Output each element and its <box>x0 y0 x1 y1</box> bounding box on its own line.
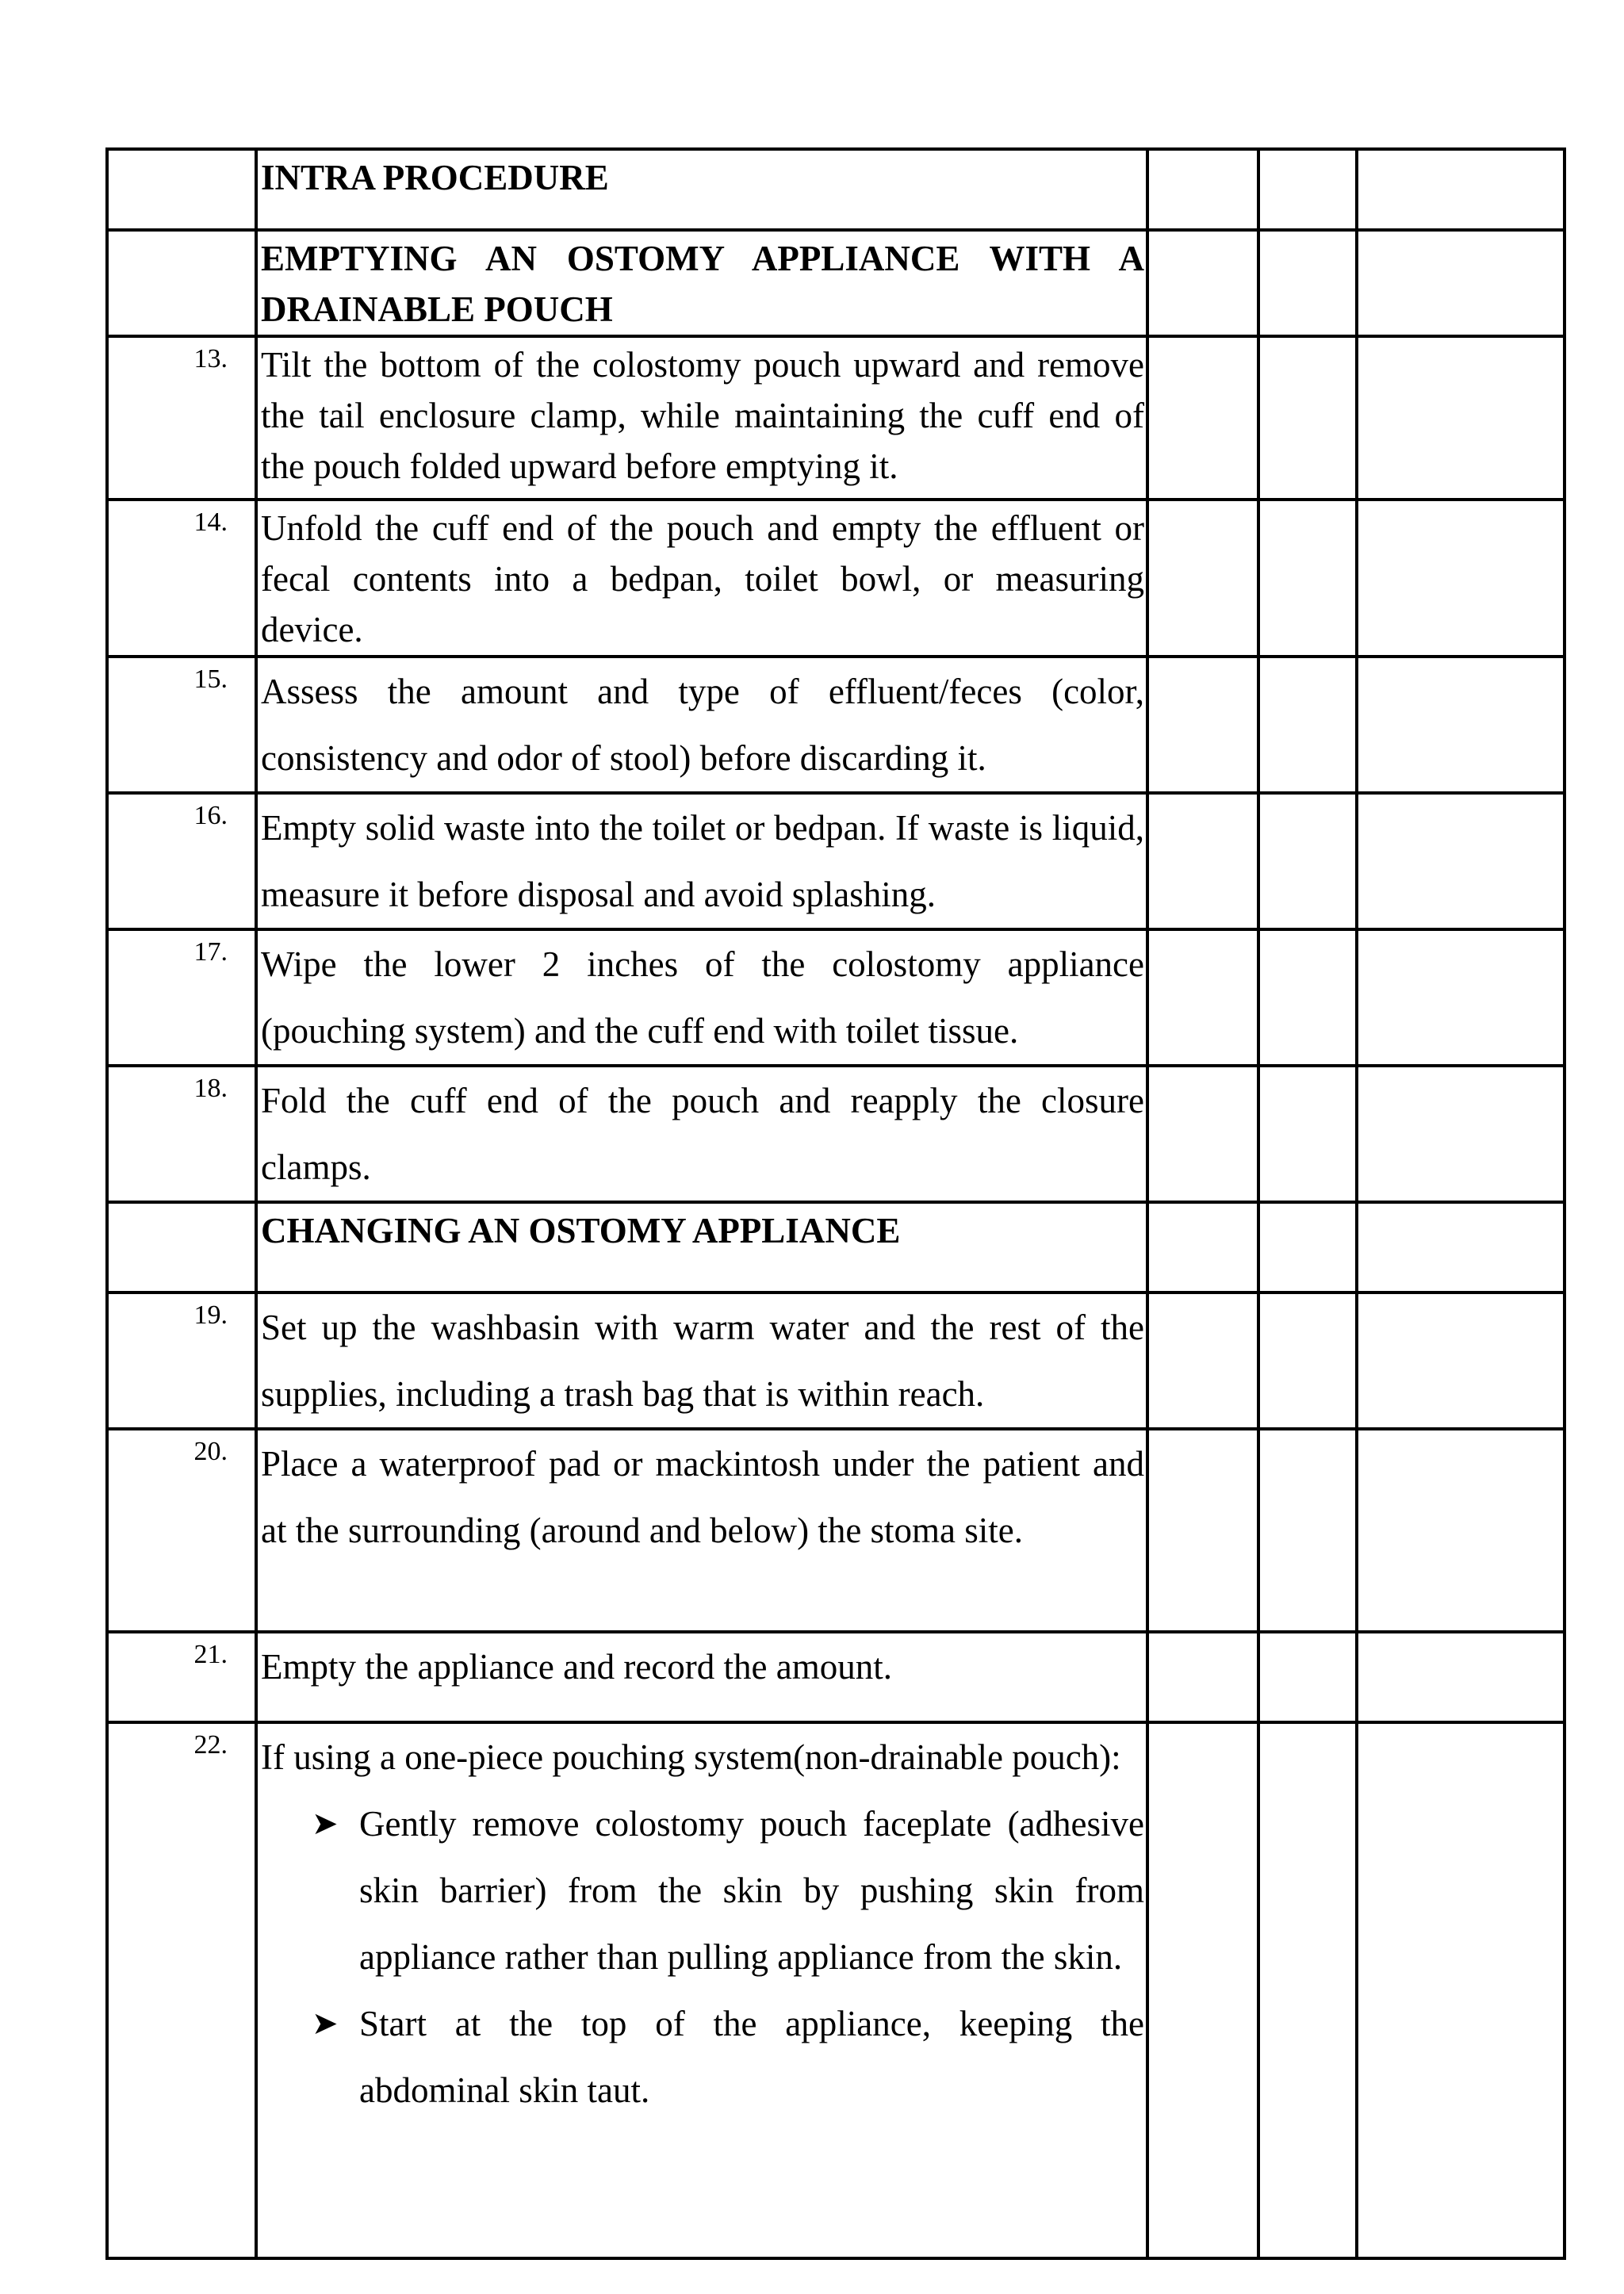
check-cell-b[interactable] <box>1258 1722 1357 2258</box>
check-cell-b[interactable] <box>1258 1293 1357 1429</box>
check-cell-a[interactable] <box>1147 1202 1258 1293</box>
step-row-19 <box>107 1293 1565 1429</box>
remarks-cell[interactable] <box>1357 500 1565 657</box>
step-row-20 <box>107 1429 1565 1632</box>
step-text: Set up the washbasin with warm water and the rest of the supplies, including a trash bag that is within reach. <box>256 1293 1147 1429</box>
remarks-cell[interactable] <box>1357 1066 1565 1202</box>
step-number: 20. <box>107 1429 256 1632</box>
remarks-cell[interactable] <box>1357 149 1565 230</box>
section-row-intra-procedure <box>107 149 1565 230</box>
step-text: If using a one-piece pouching system(non-drainable pouch): <box>261 1737 1121 1777</box>
section-row-emptying <box>107 230 1565 336</box>
procedure-checklist-table <box>105 147 1566 2260</box>
check-cell-b[interactable] <box>1258 929 1357 1066</box>
step-row-18 <box>107 1066 1565 1202</box>
check-cell-a[interactable] <box>1147 230 1258 336</box>
check-cell-b[interactable] <box>1258 149 1357 230</box>
check-cell-b[interactable] <box>1258 1202 1357 1293</box>
step-text: Tilt the bottom of the colostomy pouch upward and remove the tail enclosure clamp, while maintaining the cuff end of the pouch folded upward before emptying it. <box>256 336 1147 500</box>
check-cell-a[interactable] <box>1147 1722 1258 2258</box>
remarks-cell[interactable] <box>1357 336 1565 500</box>
step-number: 17. <box>107 929 256 1066</box>
remarks-cell[interactable] <box>1357 1632 1565 1722</box>
remarks-cell[interactable] <box>1357 657 1565 793</box>
step-number: 21. <box>107 1632 256 1722</box>
step-number: 22. <box>107 1722 256 2258</box>
check-cell-a[interactable] <box>1147 1632 1258 1722</box>
remarks-cell[interactable] <box>1357 230 1565 336</box>
check-cell-a[interactable] <box>1147 1293 1258 1429</box>
step-text: Empty the appliance and record the amount. <box>256 1632 1147 1722</box>
check-cell-a[interactable] <box>1147 929 1258 1066</box>
section-heading-changing: CHANGING AN OSTOMY APPLIANCE <box>256 1202 1147 1293</box>
step-row-14 <box>107 500 1565 657</box>
step-text: Wipe the lower 2 inches of the colostomy appliance (pouching system) and the cuff end with toilet tissue. <box>256 929 1147 1066</box>
step-row-16 <box>107 793 1565 929</box>
remarks-cell[interactable] <box>1357 1202 1565 1293</box>
check-cell-b[interactable] <box>1258 500 1357 657</box>
step-text: Unfold the cuff end of the pouch and empty the effluent or fecal contents into a bedpan, toilet bowl, or measuring device. <box>256 500 1147 657</box>
step-text: Empty solid waste into the toilet or bedpan. If waste is liquid, measure it before disposal and avoid splashing. <box>256 793 1147 929</box>
remarks-cell[interactable] <box>1357 1429 1565 1632</box>
step-row-13 <box>107 336 1565 500</box>
step-number: 19. <box>107 1293 256 1429</box>
check-cell-a[interactable] <box>1147 1066 1258 1202</box>
sub-step-item <box>312 1790 1144 1990</box>
remarks-cell[interactable] <box>1357 929 1565 1066</box>
check-cell-a[interactable] <box>1147 793 1258 929</box>
sub-steps-list <box>261 1790 1144 2124</box>
check-cell-b[interactable] <box>1258 1429 1357 1632</box>
sub-step-item <box>312 1990 1144 2124</box>
check-cell-b[interactable] <box>1258 657 1357 793</box>
step-number-cell <box>107 230 256 336</box>
step-number: 16. <box>107 793 256 929</box>
check-cell-b[interactable] <box>1258 1632 1357 1722</box>
section-row-changing <box>107 1202 1565 1293</box>
step-text: Assess the amount and type of effluent/feces (color, consistency and odor of stool) before discarding it. <box>256 657 1147 793</box>
sub-step-text: Gently remove colostomy pouch faceplate (adhesive skin barrier) from the skin by pushing skin from appliance rather than pulling appliance from the skin. <box>359 1804 1144 1977</box>
step-number: 13. <box>107 336 256 500</box>
check-cell-a[interactable] <box>1147 1429 1258 1632</box>
step-text: Place a waterproof pad or mackintosh under the patient and at the surrounding (around and below) the stoma site. <box>256 1429 1147 1632</box>
check-cell-b[interactable] <box>1258 230 1357 336</box>
check-cell-b[interactable] <box>1258 1066 1357 1202</box>
step-number-cell <box>107 149 256 230</box>
check-cell-a[interactable] <box>1147 500 1258 657</box>
check-cell-b[interactable] <box>1258 793 1357 929</box>
step-number: 14. <box>107 500 256 657</box>
check-cell-b[interactable] <box>1258 336 1357 500</box>
step-number: 18. <box>107 1066 256 1202</box>
remarks-cell[interactable] <box>1357 793 1565 929</box>
remarks-cell[interactable] <box>1357 1293 1565 1429</box>
check-cell-a[interactable] <box>1147 336 1258 500</box>
section-heading-intra-procedure: INTRA PROCEDURE <box>256 149 1147 230</box>
arrow-bullet-icon: ➤ <box>312 2005 339 2042</box>
step-row-15 <box>107 657 1565 793</box>
sub-step-text: Start at the top of the appliance, keeping the abdominal skin taut. <box>359 2004 1144 2110</box>
step-number-cell <box>107 1202 256 1293</box>
step-number: 15. <box>107 657 256 793</box>
step-text-cell <box>256 1722 1147 2258</box>
arrow-bullet-icon: ➤ <box>312 1806 339 1842</box>
step-row-17 <box>107 929 1565 1066</box>
step-row-21 <box>107 1632 1565 1722</box>
check-cell-a[interactable] <box>1147 657 1258 793</box>
step-row-22 <box>107 1722 1565 2258</box>
section-heading-emptying: EMPTYING AN OSTOMY APPLIANCE WITH A DRAINABLE POUCH <box>256 230 1147 336</box>
step-text: Fold the cuff end of the pouch and reapply the closure clamps. <box>256 1066 1147 1202</box>
check-cell-a[interactable] <box>1147 149 1258 230</box>
remarks-cell[interactable] <box>1357 1722 1565 2258</box>
